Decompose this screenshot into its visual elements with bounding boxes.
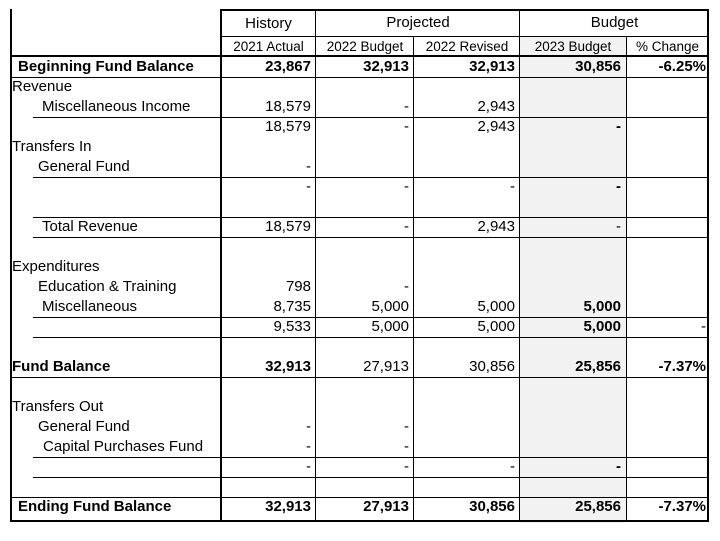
cell-a: 18,579 — [265, 118, 311, 135]
border-bottom — [10, 520, 709, 522]
row-label: Transfers In — [12, 138, 92, 155]
column-header-col-2022-revised: 2022 Revised — [425, 39, 509, 54]
row-label: Total Revenue — [42, 218, 138, 235]
cell-a: 23,867 — [265, 58, 311, 75]
cell-c: 2,943 — [477, 218, 515, 235]
cell-a: 32,913 — [265, 498, 311, 515]
cell-d: 5,000 — [583, 318, 621, 335]
column-header-col-2022-budget: 2022 Budget — [326, 39, 404, 54]
cell-d: - — [616, 218, 621, 235]
cell-d: - — [616, 458, 621, 475]
cell-a: 798 — [285, 278, 311, 295]
cell-a: 8,735 — [273, 298, 311, 315]
subheader-rule — [221, 36, 709, 37]
cell-c: - — [510, 458, 515, 475]
col-rule-2 — [413, 36, 414, 521]
cell-b: - — [404, 278, 409, 295]
col-rule-3 — [519, 9, 520, 521]
cell-d: 30,856 — [575, 58, 621, 75]
border-top — [221, 9, 709, 11]
cell-a: 18,579 — [265, 218, 311, 235]
cell-a: - — [306, 158, 311, 175]
cell-a: 18,579 — [265, 98, 311, 115]
cell-b: - — [404, 418, 409, 435]
cell-d: 25,856 — [575, 358, 621, 375]
cell-c: 2,943 — [477, 98, 515, 115]
cell-d: - — [616, 178, 621, 195]
cell-b: - — [404, 98, 409, 115]
cell-p: -7.37% — [658, 358, 706, 375]
col-rule-label — [220, 9, 222, 521]
row-label: Fund Balance — [12, 358, 111, 375]
col-rule-4 — [626, 36, 627, 521]
cell-b: - — [404, 178, 409, 195]
cell-d: 5,000 — [583, 298, 621, 315]
row-label: Capital Purchases Fund — [43, 438, 204, 455]
cell-b: - — [404, 118, 409, 135]
cell-b: 5,000 — [371, 318, 409, 335]
group-history-header: History — [245, 15, 292, 32]
cell-b: 27,913 — [363, 498, 409, 515]
cell-p: - — [701, 318, 706, 335]
column-header-col-pct-change: % Change — [635, 39, 700, 54]
border-left — [10, 9, 12, 521]
row-label: Miscellaneous — [42, 298, 138, 315]
row-rule — [33, 457, 709, 458]
budget-column-shading — [520, 37, 626, 523]
cell-c: 2,943 — [477, 118, 515, 135]
row-rule-full — [10, 377, 709, 378]
cell-c: - — [510, 178, 515, 195]
cell-p: -7.37% — [658, 498, 706, 515]
cell-b: 32,913 — [363, 58, 409, 75]
row-rule — [33, 477, 709, 478]
cell-c: 5,000 — [477, 298, 515, 315]
group-budget-header: Budget — [590, 14, 639, 31]
column-header-col-2023-budget: 2023 Budget — [534, 39, 612, 54]
cell-a: 32,913 — [265, 358, 311, 375]
row-rule — [33, 217, 709, 218]
row-label: Ending Fund Balance — [18, 498, 172, 515]
row-label: Education & Training — [38, 278, 177, 295]
row-rule — [33, 317, 709, 318]
row-rule-full — [10, 497, 709, 498]
border-right — [707, 9, 709, 521]
row-label: Beginning Fund Balance — [18, 58, 194, 75]
row-label: General Fund — [38, 158, 130, 175]
cell-c: 32,913 — [469, 58, 515, 75]
cell-d: 25,856 — [575, 498, 621, 515]
row-rule — [33, 177, 709, 178]
cell-d: - — [616, 118, 621, 135]
column-header-col-2021-actual: 2021 Actual — [233, 39, 304, 54]
row-label: Miscellaneous Income — [42, 98, 191, 115]
row-label: Expenditures — [12, 258, 100, 275]
row-label: Transfers Out — [12, 398, 104, 415]
cell-b: 27,913 — [363, 358, 409, 375]
cell-a: - — [306, 178, 311, 195]
row-rule-full — [10, 77, 709, 78]
cell-a: - — [306, 458, 311, 475]
cell-a: 9,533 — [273, 318, 311, 335]
row-label: Revenue — [12, 78, 73, 95]
cell-p: -6.25% — [658, 58, 706, 75]
cell-b: - — [404, 438, 409, 455]
row-rule — [33, 237, 709, 238]
cell-b: - — [404, 458, 409, 475]
header-bottom-rule — [10, 55, 709, 57]
cell-c: 5,000 — [477, 318, 515, 335]
cell-b: - — [404, 218, 409, 235]
col-rule-1 — [315, 9, 316, 521]
cell-a: - — [306, 418, 311, 435]
cell-c: 30,856 — [469, 498, 515, 515]
cell-b: 5,000 — [371, 298, 409, 315]
row-rule — [33, 337, 709, 338]
row-rule-label — [33, 117, 221, 118]
row-label: General Fund — [38, 418, 130, 435]
cell-a: - — [306, 438, 311, 455]
cell-c: 30,856 — [469, 358, 515, 375]
group-projected-header: Projected — [386, 14, 450, 31]
